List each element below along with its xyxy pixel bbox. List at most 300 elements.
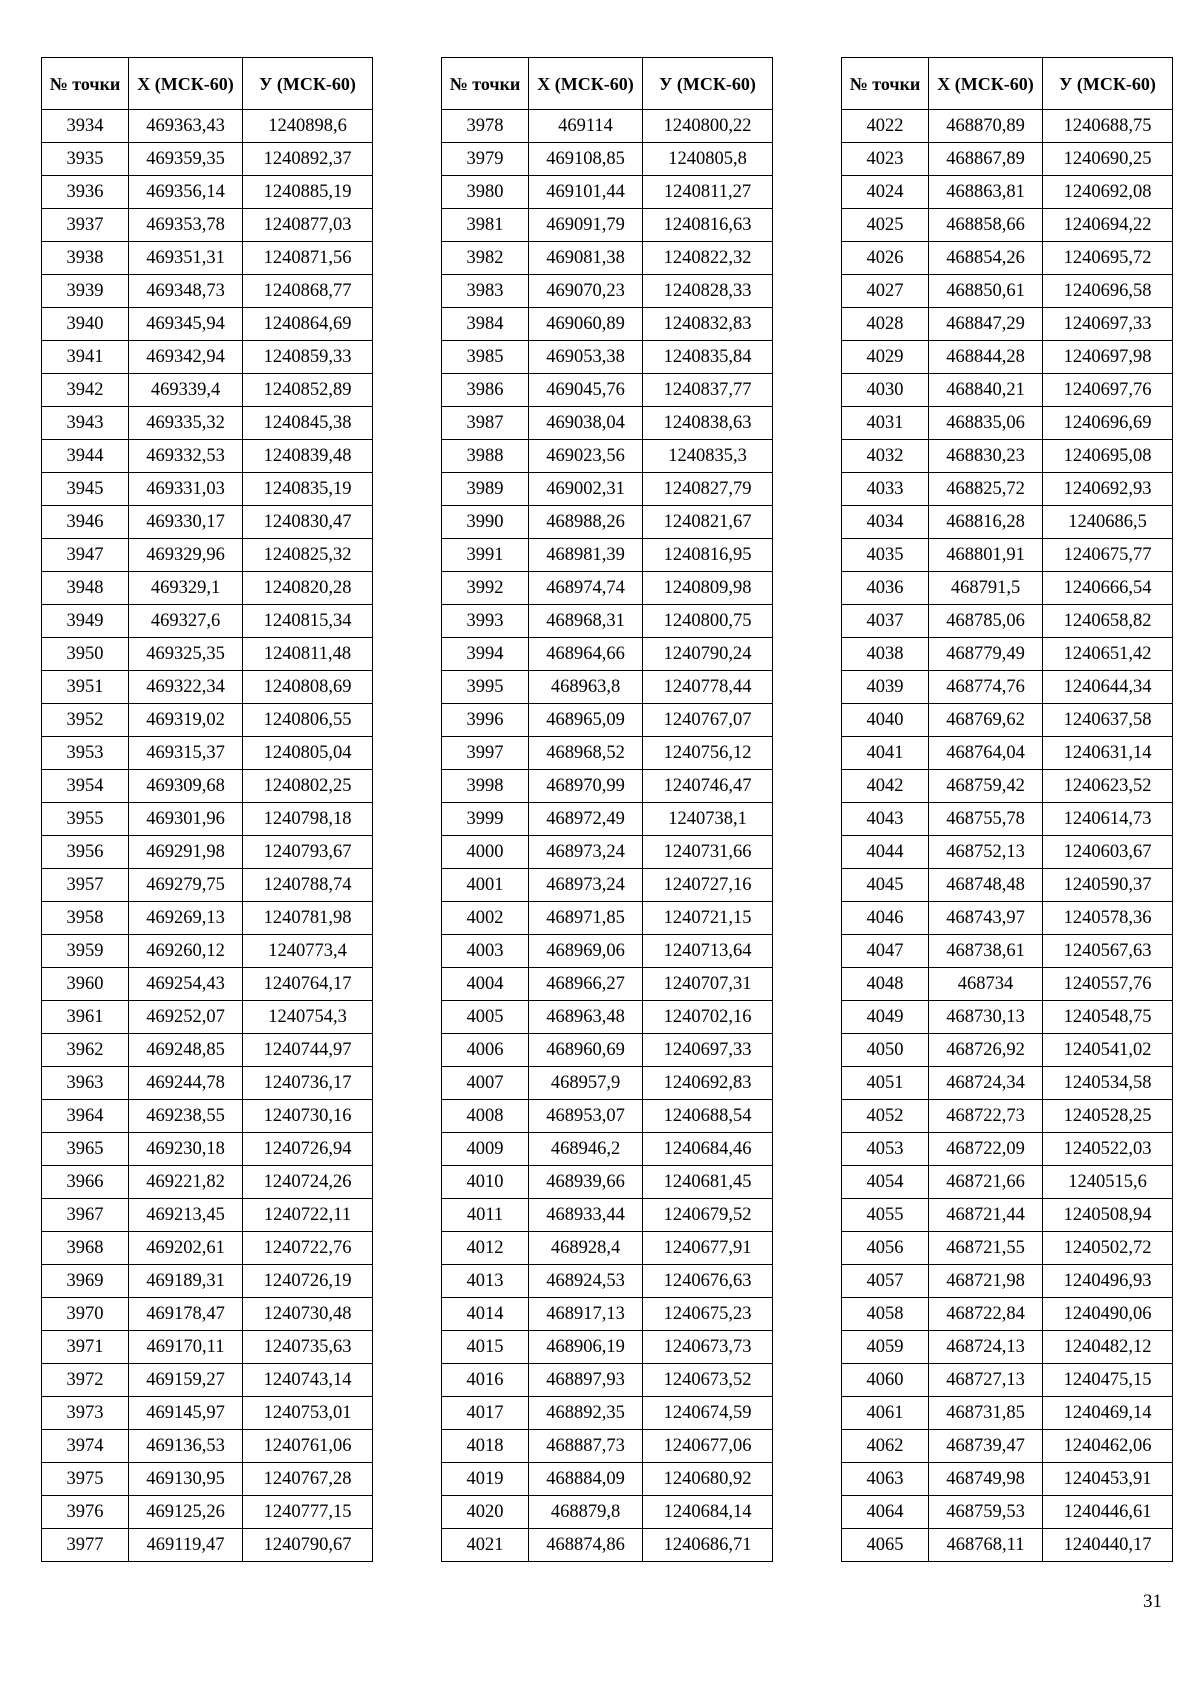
table-row bbox=[442, 539, 773, 572]
y-coordinate-cell: 1240686,5 bbox=[1043, 506, 1173, 539]
y-coordinate-cell: 1240673,73 bbox=[643, 1331, 773, 1364]
x-coordinate-cell: 468970,99 bbox=[529, 770, 643, 803]
point-number-cell: 4036 bbox=[842, 572, 929, 605]
y-coordinate-cell: 1240603,67 bbox=[1043, 836, 1173, 869]
y-coordinate-cell: 1240688,75 bbox=[1043, 110, 1173, 143]
x-coordinate-cell: 468867,89 bbox=[929, 143, 1043, 176]
point-number-cell: 3981 bbox=[442, 209, 529, 242]
header-y-coordinate: У (МСК-60) bbox=[1043, 58, 1173, 110]
y-coordinate-cell: 1240496,93 bbox=[1043, 1265, 1173, 1298]
x-coordinate-cell: 468939,66 bbox=[529, 1166, 643, 1199]
point-number-cell: 4017 bbox=[442, 1397, 529, 1430]
y-coordinate-cell: 1240676,63 bbox=[643, 1265, 773, 1298]
table-row bbox=[442, 770, 773, 803]
table-row bbox=[442, 1529, 773, 1562]
y-coordinate-cell: 1240730,48 bbox=[243, 1298, 373, 1331]
x-coordinate-cell: 468850,61 bbox=[929, 275, 1043, 308]
y-coordinate-cell: 1240658,82 bbox=[1043, 605, 1173, 638]
y-coordinate-cell: 1240696,58 bbox=[1043, 275, 1173, 308]
table-row bbox=[842, 968, 1173, 1001]
page-number: 31 bbox=[1143, 1591, 1162, 1612]
point-number-cell: 4030 bbox=[842, 374, 929, 407]
point-number-cell: 4043 bbox=[842, 803, 929, 836]
x-coordinate-cell: 468974,74 bbox=[529, 572, 643, 605]
header-x-coordinate: X (МСК-60) bbox=[529, 58, 643, 110]
table-row bbox=[842, 1529, 1173, 1562]
point-number-cell: 4023 bbox=[842, 143, 929, 176]
table-row bbox=[42, 1133, 373, 1166]
x-coordinate-cell: 468769,62 bbox=[929, 704, 1043, 737]
point-number-cell: 4002 bbox=[442, 902, 529, 935]
x-coordinate-cell: 469329,1 bbox=[129, 572, 243, 605]
x-coordinate-cell: 469331,03 bbox=[129, 473, 243, 506]
point-number-cell: 4004 bbox=[442, 968, 529, 1001]
point-number-cell: 4057 bbox=[842, 1265, 929, 1298]
y-coordinate-cell: 1240697,33 bbox=[1043, 308, 1173, 341]
y-coordinate-cell: 1240835,84 bbox=[643, 341, 773, 374]
x-coordinate-cell: 469330,17 bbox=[129, 506, 243, 539]
x-coordinate-cell: 469260,12 bbox=[129, 935, 243, 968]
point-number-cell: 3964 bbox=[42, 1100, 129, 1133]
point-number-cell: 4062 bbox=[842, 1430, 929, 1463]
table-row bbox=[42, 407, 373, 440]
y-coordinate-cell: 1240845,38 bbox=[243, 407, 373, 440]
x-coordinate-cell: 468724,34 bbox=[929, 1067, 1043, 1100]
x-coordinate-cell: 469101,44 bbox=[529, 176, 643, 209]
point-number-cell: 3978 bbox=[442, 110, 529, 143]
point-number-cell: 4010 bbox=[442, 1166, 529, 1199]
x-coordinate-cell: 468957,9 bbox=[529, 1067, 643, 1100]
x-coordinate-cell: 468739,47 bbox=[929, 1430, 1043, 1463]
x-coordinate-cell: 468840,21 bbox=[929, 374, 1043, 407]
y-coordinate-cell: 1240767,28 bbox=[243, 1463, 373, 1496]
point-number-cell: 3969 bbox=[42, 1265, 129, 1298]
y-coordinate-cell: 1240692,93 bbox=[1043, 473, 1173, 506]
x-coordinate-cell: 469189,31 bbox=[129, 1265, 243, 1298]
point-number-cell: 4060 bbox=[842, 1364, 929, 1397]
point-number-cell: 3957 bbox=[42, 869, 129, 902]
table-row bbox=[842, 209, 1173, 242]
table-row bbox=[842, 1133, 1173, 1166]
y-coordinate-cell: 1240790,67 bbox=[243, 1529, 373, 1562]
point-number-cell: 4009 bbox=[442, 1133, 529, 1166]
y-coordinate-cell: 1240490,06 bbox=[1043, 1298, 1173, 1331]
table-row bbox=[42, 836, 373, 869]
y-coordinate-cell: 1240731,66 bbox=[643, 836, 773, 869]
x-coordinate-cell: 469356,14 bbox=[129, 176, 243, 209]
table-row bbox=[842, 770, 1173, 803]
table-row bbox=[42, 341, 373, 374]
table-row bbox=[442, 1034, 773, 1067]
table-row bbox=[442, 374, 773, 407]
table-row bbox=[42, 869, 373, 902]
table-row bbox=[842, 1298, 1173, 1331]
y-coordinate-cell: 1240778,44 bbox=[643, 671, 773, 704]
table-row bbox=[42, 935, 373, 968]
x-coordinate-cell: 469332,53 bbox=[129, 440, 243, 473]
x-coordinate-cell: 469170,11 bbox=[129, 1331, 243, 1364]
x-coordinate-cell: 468879,8 bbox=[529, 1496, 643, 1529]
x-coordinate-cell: 469221,82 bbox=[129, 1166, 243, 1199]
table-row bbox=[842, 1331, 1173, 1364]
x-coordinate-cell: 468847,29 bbox=[929, 308, 1043, 341]
y-coordinate-cell: 1240828,33 bbox=[643, 275, 773, 308]
point-number-cell: 4054 bbox=[842, 1166, 929, 1199]
point-number-cell: 4013 bbox=[442, 1265, 529, 1298]
table-row bbox=[42, 1529, 373, 1562]
x-coordinate-cell: 468722,84 bbox=[929, 1298, 1043, 1331]
table-row bbox=[42, 902, 373, 935]
table-row bbox=[42, 968, 373, 1001]
table-header-row bbox=[42, 58, 373, 110]
x-coordinate-cell: 469230,18 bbox=[129, 1133, 243, 1166]
y-coordinate-cell: 1240702,16 bbox=[643, 1001, 773, 1034]
x-coordinate-cell: 468835,06 bbox=[929, 407, 1043, 440]
point-number-cell: 3962 bbox=[42, 1034, 129, 1067]
x-coordinate-cell: 469130,95 bbox=[129, 1463, 243, 1496]
table-row bbox=[42, 1331, 373, 1364]
point-number-cell: 3936 bbox=[42, 176, 129, 209]
y-coordinate-cell: 1240482,12 bbox=[1043, 1331, 1173, 1364]
y-coordinate-cell: 1240816,95 bbox=[643, 539, 773, 572]
x-coordinate-cell: 468722,73 bbox=[929, 1100, 1043, 1133]
x-coordinate-cell: 468973,24 bbox=[529, 836, 643, 869]
y-coordinate-cell: 1240690,25 bbox=[1043, 143, 1173, 176]
point-number-cell: 4018 bbox=[442, 1430, 529, 1463]
point-number-cell: 4001 bbox=[442, 869, 529, 902]
x-coordinate-cell: 469252,07 bbox=[129, 1001, 243, 1034]
x-coordinate-cell: 468801,91 bbox=[929, 539, 1043, 572]
point-number-cell: 4006 bbox=[442, 1034, 529, 1067]
y-coordinate-cell: 1240681,45 bbox=[643, 1166, 773, 1199]
y-coordinate-cell: 1240697,33 bbox=[643, 1034, 773, 1067]
y-coordinate-cell: 1240885,19 bbox=[243, 176, 373, 209]
point-number-cell: 3960 bbox=[42, 968, 129, 1001]
point-number-cell: 4048 bbox=[842, 968, 929, 1001]
y-coordinate-cell: 1240773,4 bbox=[243, 935, 373, 968]
table-row bbox=[442, 1001, 773, 1034]
x-coordinate-cell: 468791,5 bbox=[929, 572, 1043, 605]
table-row bbox=[42, 539, 373, 572]
x-coordinate-cell: 468858,66 bbox=[929, 209, 1043, 242]
y-coordinate-cell: 1240548,75 bbox=[1043, 1001, 1173, 1034]
table-row bbox=[842, 1034, 1173, 1067]
point-number-cell: 3998 bbox=[442, 770, 529, 803]
y-coordinate-cell: 1240697,76 bbox=[1043, 374, 1173, 407]
y-coordinate-cell: 1240746,47 bbox=[643, 770, 773, 803]
y-coordinate-cell: 1240675,23 bbox=[643, 1298, 773, 1331]
table-row bbox=[42, 638, 373, 671]
y-coordinate-cell: 1240754,3 bbox=[243, 1001, 373, 1034]
table-row bbox=[842, 836, 1173, 869]
point-number-cell: 3983 bbox=[442, 275, 529, 308]
point-number-cell: 4045 bbox=[842, 869, 929, 902]
x-coordinate-cell: 469045,76 bbox=[529, 374, 643, 407]
table-row bbox=[442, 1232, 773, 1265]
point-number-cell: 4008 bbox=[442, 1100, 529, 1133]
table-row bbox=[442, 902, 773, 935]
y-coordinate-cell: 1240440,17 bbox=[1043, 1529, 1173, 1562]
table-row bbox=[442, 1199, 773, 1232]
y-coordinate-cell: 1240793,67 bbox=[243, 836, 373, 869]
x-coordinate-cell: 468830,23 bbox=[929, 440, 1043, 473]
point-number-cell: 3973 bbox=[42, 1397, 129, 1430]
x-coordinate-cell: 468752,13 bbox=[929, 836, 1043, 869]
x-coordinate-cell: 468730,13 bbox=[929, 1001, 1043, 1034]
x-coordinate-cell: 468964,66 bbox=[529, 638, 643, 671]
table-row bbox=[442, 242, 773, 275]
table-row bbox=[442, 869, 773, 902]
table-row bbox=[42, 1298, 373, 1331]
table-row bbox=[442, 1100, 773, 1133]
y-coordinate-cell: 1240446,61 bbox=[1043, 1496, 1173, 1529]
point-number-cell: 3996 bbox=[442, 704, 529, 737]
point-number-cell: 4042 bbox=[842, 770, 929, 803]
y-coordinate-cell: 1240727,16 bbox=[643, 869, 773, 902]
point-number-cell: 4015 bbox=[442, 1331, 529, 1364]
point-number-cell: 4049 bbox=[842, 1001, 929, 1034]
header-y-coordinate: У (МСК-60) bbox=[243, 58, 373, 110]
table-row bbox=[442, 935, 773, 968]
table-body bbox=[842, 110, 1173, 1562]
point-number-cell: 3959 bbox=[42, 935, 129, 968]
y-coordinate-cell: 1240686,71 bbox=[643, 1529, 773, 1562]
x-coordinate-cell: 469301,96 bbox=[129, 803, 243, 836]
y-coordinate-cell: 1240722,76 bbox=[243, 1232, 373, 1265]
table-row bbox=[842, 242, 1173, 275]
point-number-cell: 3992 bbox=[442, 572, 529, 605]
table-row bbox=[442, 968, 773, 1001]
x-coordinate-cell: 468759,53 bbox=[929, 1496, 1043, 1529]
y-coordinate-cell: 1240764,17 bbox=[243, 968, 373, 1001]
x-coordinate-cell: 468731,85 bbox=[929, 1397, 1043, 1430]
point-number-cell: 4029 bbox=[842, 341, 929, 374]
table-row bbox=[842, 803, 1173, 836]
point-number-cell: 4044 bbox=[842, 836, 929, 869]
x-coordinate-cell: 468779,49 bbox=[929, 638, 1043, 671]
x-coordinate-cell: 469363,43 bbox=[129, 110, 243, 143]
point-number-cell: 4012 bbox=[442, 1232, 529, 1265]
point-number-cell: 3980 bbox=[442, 176, 529, 209]
y-coordinate-cell: 1240744,97 bbox=[243, 1034, 373, 1067]
table-row bbox=[442, 803, 773, 836]
table-row bbox=[442, 473, 773, 506]
point-number-cell: 3947 bbox=[42, 539, 129, 572]
coordinates-table-3 bbox=[841, 57, 1173, 1562]
y-coordinate-cell: 1240707,31 bbox=[643, 968, 773, 1001]
y-coordinate-cell: 1240800,75 bbox=[643, 605, 773, 638]
x-coordinate-cell: 468854,26 bbox=[929, 242, 1043, 275]
y-coordinate-cell: 1240694,22 bbox=[1043, 209, 1173, 242]
table-row bbox=[842, 1430, 1173, 1463]
y-coordinate-cell: 1240809,98 bbox=[643, 572, 773, 605]
y-coordinate-cell: 1240852,89 bbox=[243, 374, 373, 407]
point-number-cell: 4031 bbox=[842, 407, 929, 440]
point-number-cell: 4059 bbox=[842, 1331, 929, 1364]
table-row bbox=[442, 1496, 773, 1529]
point-number-cell: 3997 bbox=[442, 737, 529, 770]
y-coordinate-cell: 1240788,74 bbox=[243, 869, 373, 902]
table-row bbox=[442, 572, 773, 605]
point-number-cell: 3943 bbox=[42, 407, 129, 440]
point-number-cell: 4034 bbox=[842, 506, 929, 539]
y-coordinate-cell: 1240695,72 bbox=[1043, 242, 1173, 275]
point-number-cell: 4025 bbox=[842, 209, 929, 242]
table-row bbox=[42, 1067, 373, 1100]
table-row bbox=[842, 506, 1173, 539]
table-row bbox=[42, 143, 373, 176]
table-row bbox=[842, 1067, 1173, 1100]
table-row bbox=[442, 275, 773, 308]
x-coordinate-cell: 468816,28 bbox=[929, 506, 1043, 539]
point-number-cell: 3977 bbox=[42, 1529, 129, 1562]
table-row bbox=[42, 440, 373, 473]
x-coordinate-cell: 468887,73 bbox=[529, 1430, 643, 1463]
point-number-cell: 3972 bbox=[42, 1364, 129, 1397]
point-number-cell: 3968 bbox=[42, 1232, 129, 1265]
point-number-cell: 3979 bbox=[442, 143, 529, 176]
point-number-cell: 3941 bbox=[42, 341, 129, 374]
y-coordinate-cell: 1240756,12 bbox=[643, 737, 773, 770]
x-coordinate-cell: 469345,94 bbox=[129, 308, 243, 341]
point-number-cell: 4064 bbox=[842, 1496, 929, 1529]
point-number-cell: 4020 bbox=[442, 1496, 529, 1529]
table-row bbox=[42, 308, 373, 341]
x-coordinate-cell: 468897,93 bbox=[529, 1364, 643, 1397]
table-row bbox=[842, 1199, 1173, 1232]
header-point-number: № точки bbox=[842, 58, 929, 110]
table-row bbox=[442, 1166, 773, 1199]
point-number-cell: 4055 bbox=[842, 1199, 929, 1232]
y-coordinate-cell: 1240790,24 bbox=[643, 638, 773, 671]
x-coordinate-cell: 469114 bbox=[529, 110, 643, 143]
x-coordinate-cell: 468924,53 bbox=[529, 1265, 643, 1298]
table-row bbox=[42, 275, 373, 308]
y-coordinate-cell: 1240541,02 bbox=[1043, 1034, 1173, 1067]
point-number-cell: 4035 bbox=[842, 539, 929, 572]
point-number-cell: 4065 bbox=[842, 1529, 929, 1562]
x-coordinate-cell: 468973,24 bbox=[529, 869, 643, 902]
point-number-cell: 4053 bbox=[842, 1133, 929, 1166]
table-row bbox=[842, 1001, 1173, 1034]
point-number-cell: 4061 bbox=[842, 1397, 929, 1430]
point-number-cell: 3991 bbox=[442, 539, 529, 572]
table-row bbox=[842, 341, 1173, 374]
y-coordinate-cell: 1240730,16 bbox=[243, 1100, 373, 1133]
table-row bbox=[42, 572, 373, 605]
x-coordinate-cell: 469125,26 bbox=[129, 1496, 243, 1529]
x-coordinate-cell: 468966,27 bbox=[529, 968, 643, 1001]
y-coordinate-cell: 1240673,52 bbox=[643, 1364, 773, 1397]
point-number-cell: 4033 bbox=[842, 473, 929, 506]
y-coordinate-cell: 1240820,28 bbox=[243, 572, 373, 605]
x-coordinate-cell: 468892,35 bbox=[529, 1397, 643, 1430]
table-row bbox=[842, 1397, 1173, 1430]
table-row bbox=[42, 1100, 373, 1133]
y-coordinate-cell: 1240726,94 bbox=[243, 1133, 373, 1166]
table-row bbox=[842, 1463, 1173, 1496]
point-number-cell: 4039 bbox=[842, 671, 929, 704]
point-number-cell: 4022 bbox=[842, 110, 929, 143]
y-coordinate-cell: 1240835,19 bbox=[243, 473, 373, 506]
y-coordinate-cell: 1240859,33 bbox=[243, 341, 373, 374]
table-row bbox=[442, 605, 773, 638]
y-coordinate-cell: 1240666,54 bbox=[1043, 572, 1173, 605]
point-number-cell: 4063 bbox=[842, 1463, 929, 1496]
y-coordinate-cell: 1240557,76 bbox=[1043, 968, 1173, 1001]
point-number-cell: 3953 bbox=[42, 737, 129, 770]
point-number-cell: 4026 bbox=[842, 242, 929, 275]
y-coordinate-cell: 1240692,08 bbox=[1043, 176, 1173, 209]
point-number-cell: 3993 bbox=[442, 605, 529, 638]
point-number-cell: 4037 bbox=[842, 605, 929, 638]
header-x-coordinate: X (МСК-60) bbox=[129, 58, 243, 110]
y-coordinate-cell: 1240806,55 bbox=[243, 704, 373, 737]
point-number-cell: 3940 bbox=[42, 308, 129, 341]
x-coordinate-cell: 468759,42 bbox=[929, 770, 1043, 803]
table-row bbox=[42, 1265, 373, 1298]
table-row bbox=[842, 374, 1173, 407]
header-point-number: № точки bbox=[42, 58, 129, 110]
x-coordinate-cell: 469081,38 bbox=[529, 242, 643, 275]
y-coordinate-cell: 1240838,63 bbox=[643, 407, 773, 440]
table-row bbox=[842, 902, 1173, 935]
y-coordinate-cell: 1240674,59 bbox=[643, 1397, 773, 1430]
table-row bbox=[842, 143, 1173, 176]
x-coordinate-cell: 468738,61 bbox=[929, 935, 1043, 968]
y-coordinate-cell: 1240677,06 bbox=[643, 1430, 773, 1463]
y-coordinate-cell: 1240684,46 bbox=[643, 1133, 773, 1166]
point-number-cell: 3990 bbox=[442, 506, 529, 539]
x-coordinate-cell: 469353,78 bbox=[129, 209, 243, 242]
point-number-cell: 3961 bbox=[42, 1001, 129, 1034]
table-row bbox=[442, 704, 773, 737]
header-point-number: № точки bbox=[442, 58, 529, 110]
table-row bbox=[442, 1265, 773, 1298]
coordinates-table-1 bbox=[41, 57, 373, 1562]
table-row bbox=[442, 836, 773, 869]
y-coordinate-cell: 1240684,14 bbox=[643, 1496, 773, 1529]
table-row bbox=[42, 704, 373, 737]
x-coordinate-cell: 469136,53 bbox=[129, 1430, 243, 1463]
x-coordinate-cell: 469202,61 bbox=[129, 1232, 243, 1265]
x-coordinate-cell: 468963,48 bbox=[529, 1001, 643, 1034]
x-coordinate-cell: 468874,86 bbox=[529, 1529, 643, 1562]
x-coordinate-cell: 468863,81 bbox=[929, 176, 1043, 209]
y-coordinate-cell: 1240675,77 bbox=[1043, 539, 1173, 572]
y-coordinate-cell: 1240469,14 bbox=[1043, 1397, 1173, 1430]
x-coordinate-cell: 468981,39 bbox=[529, 539, 643, 572]
table-row bbox=[42, 671, 373, 704]
x-coordinate-cell: 469145,97 bbox=[129, 1397, 243, 1430]
point-number-cell: 4056 bbox=[842, 1232, 929, 1265]
x-coordinate-cell: 468774,76 bbox=[929, 671, 1043, 704]
y-coordinate-cell: 1240644,34 bbox=[1043, 671, 1173, 704]
point-number-cell: 4046 bbox=[842, 902, 929, 935]
table-row bbox=[842, 1496, 1173, 1529]
x-coordinate-cell: 468743,97 bbox=[929, 902, 1043, 935]
point-number-cell: 3944 bbox=[42, 440, 129, 473]
y-coordinate-cell: 1240743,14 bbox=[243, 1364, 373, 1397]
x-coordinate-cell: 468968,31 bbox=[529, 605, 643, 638]
table-row bbox=[842, 1166, 1173, 1199]
point-number-cell: 3994 bbox=[442, 638, 529, 671]
y-coordinate-cell: 1240898,6 bbox=[243, 110, 373, 143]
table-row bbox=[842, 1364, 1173, 1397]
point-number-cell: 4051 bbox=[842, 1067, 929, 1100]
point-number-cell: 4032 bbox=[842, 440, 929, 473]
point-number-cell: 4007 bbox=[442, 1067, 529, 1100]
